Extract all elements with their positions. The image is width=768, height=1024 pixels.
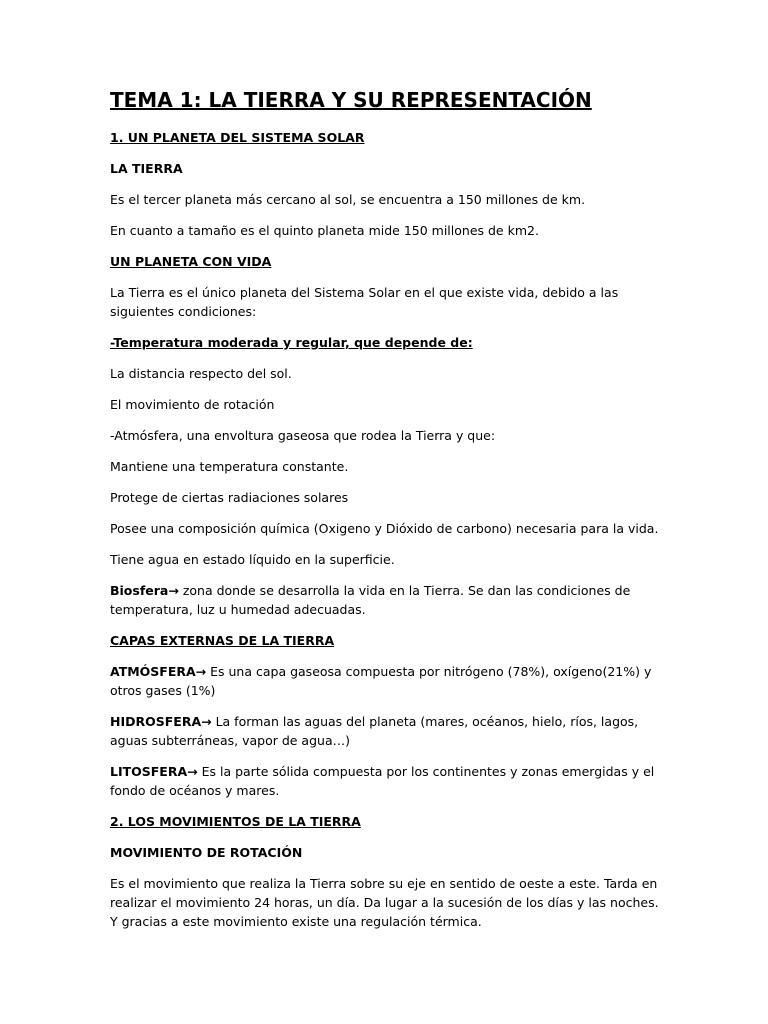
definition-paragraph (110, 581, 665, 619)
paragraph: Posee una composición química (Oxigeno y Dióxido de carbono) necesaria para la vida. (110, 521, 659, 536)
term-label: ATMÓSFERA→ (110, 664, 207, 679)
document-body (110, 128, 665, 931)
paragraph: En cuanto a tamaño es el quinto planeta mide 150 millones de km2. (110, 223, 539, 238)
term-definition: Es una capa gaseosa compuesta por nitrógeno (78%), oxígeno(21%) y otros gases (1%) (110, 664, 652, 698)
section-heading: 1. UN PLANETA DEL SISTEMA SOLAR (110, 130, 365, 145)
term-definition: Es la parte sólida compuesta por los continentes y zonas emergidas y el fondo de océanos y mares. (110, 764, 655, 798)
definition-paragraph (110, 712, 665, 750)
paragraph: La Tierra es el único planeta del Sistema Solar en el que existe vida, debido a las siguientes condiciones: (110, 285, 619, 319)
document-title: TEMA 1: LA TIERRA Y SU REPRESENTACIÓN (110, 88, 592, 112)
section-heading: MOVIMIENTO DE ROTACIÓN (110, 845, 303, 860)
paragraph: Protege de ciertas radiaciones solares (110, 490, 349, 505)
definition-paragraph (110, 662, 665, 700)
term-label: LITOSFERA→ (110, 764, 198, 779)
paragraph: Es el movimiento que realiza la Tierra sobre su eje en sentido de oeste a este. Tarda en realizar el movimiento 24 horas, un día. Da lugar a la sucesión de los días y las noches. Y gracias a este movimiento existe una regulación térmica. (110, 876, 659, 929)
section-heading: LA TIERRA (110, 161, 183, 176)
term-definition: zona donde se desarrolla la vida en la Tierra. Se dan las condiciones de temperatura, luz u humedad adecuadas. (110, 583, 631, 617)
term-definition: La forman las aguas del planeta (mares, océanos, hielo, ríos, lagos, aguas subterráneas, vapor de agua…) (110, 714, 639, 748)
section-heading: CAPAS EXTERNAS DE LA TIERRA (110, 633, 335, 648)
term-label: Biosfera→ (110, 583, 179, 598)
section-heading: 2. LOS MOVIMIENTOS DE LA TIERRA (110, 814, 361, 829)
paragraph: Es el tercer planeta más cercano al sol, se encuentra a 150 millones de km. (110, 192, 586, 207)
document-page (110, 86, 665, 943)
section-heading: UN PLANETA CON VIDA (110, 254, 272, 269)
paragraph: Tiene agua en estado líquido en la superficie. (110, 552, 395, 567)
paragraph: La distancia respecto del sol. (110, 366, 292, 381)
term-label: HIDROSFERA→ (110, 714, 212, 729)
paragraph: El movimiento de rotación (110, 397, 275, 412)
section-heading: -Temperatura moderada y regular, que depende de: (110, 335, 473, 350)
paragraph: -Atmósfera, una envoltura gaseosa que rodea la Tierra y que: (110, 428, 496, 443)
definition-paragraph (110, 762, 665, 800)
paragraph: Mantiene una temperatura constante. (110, 459, 349, 474)
